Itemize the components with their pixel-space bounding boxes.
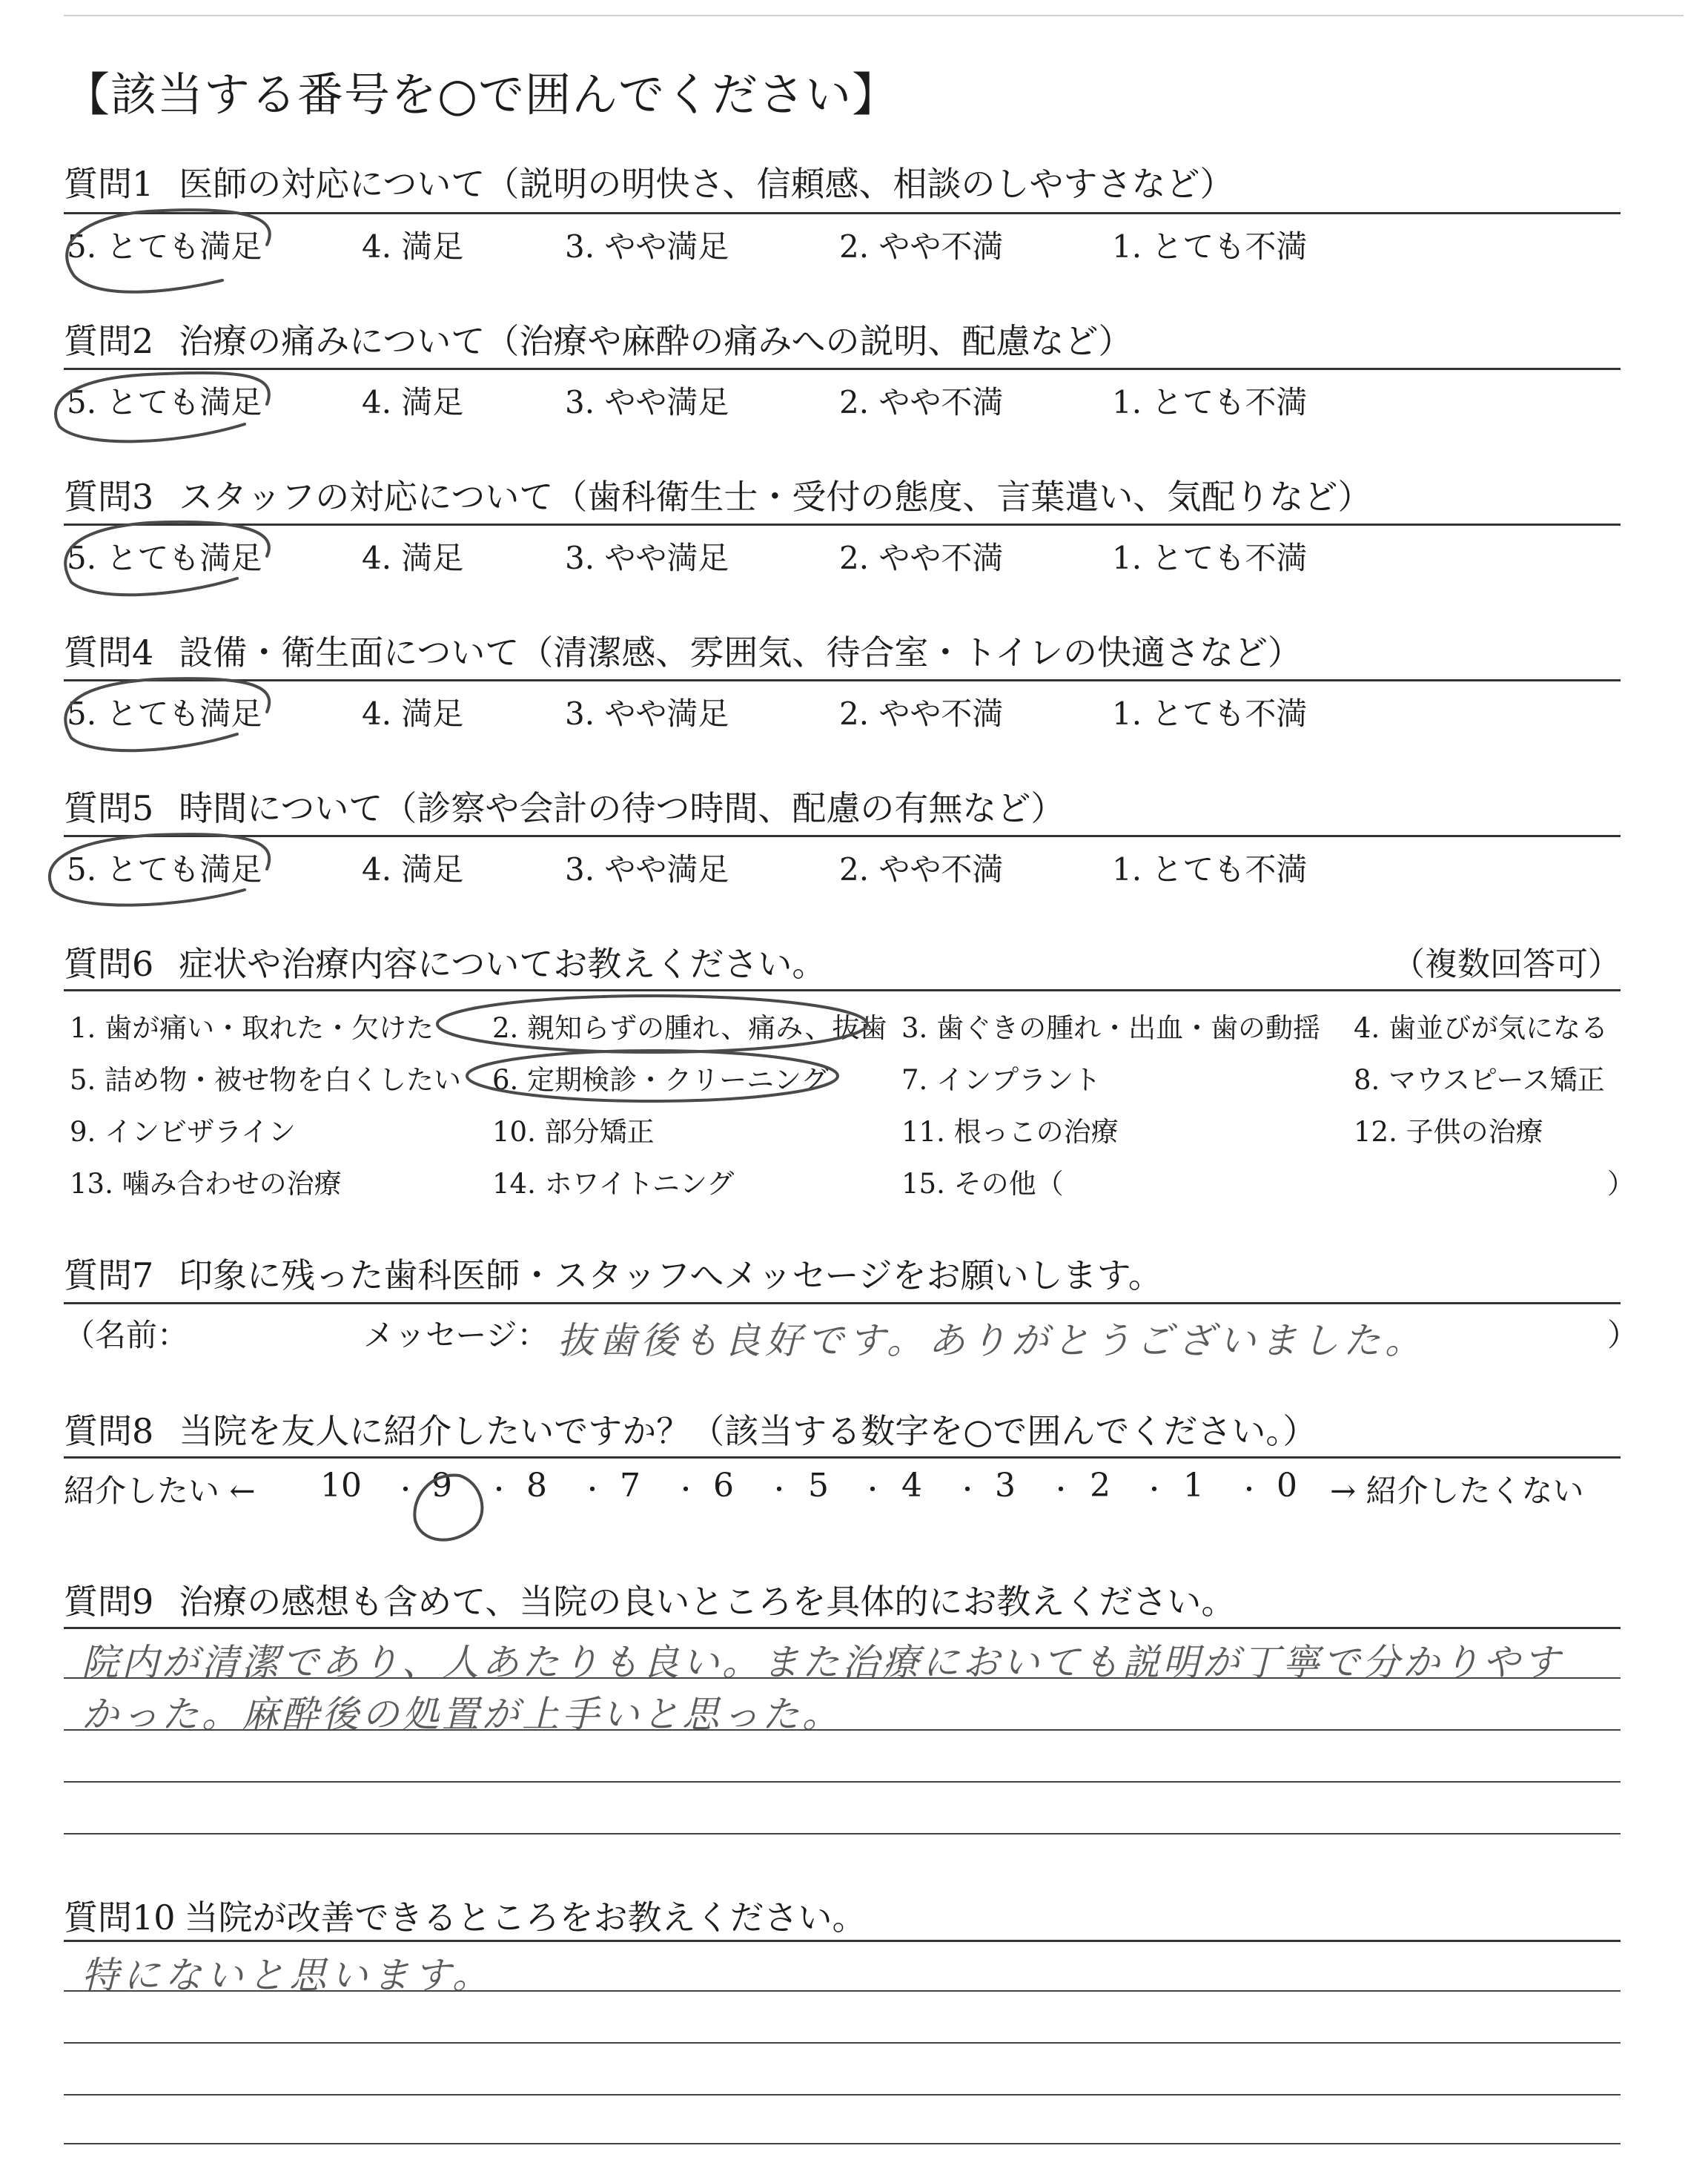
- option-3[interactable]: 3. やや満足: [565, 384, 729, 420]
- divider: [64, 835, 1621, 837]
- name-label: （名前：: [64, 1317, 189, 1353]
- answer-rule: [64, 2094, 1621, 2095]
- question-text: 医師の対応について（説明の明快さ、信頼感、相談のしやすさなど）: [179, 164, 1234, 204]
- symptom-option-4[interactable]: 4. 歯並びが気になる: [1354, 1012, 1609, 1044]
- answer-rule: [64, 2042, 1621, 2044]
- symptom-option-9[interactable]: 9. インビザライン: [70, 1116, 296, 1148]
- option-1[interactable]: 1. とても不満: [1112, 696, 1308, 732]
- answer-rule: [64, 1781, 1621, 1783]
- answer-rule: [64, 2143, 1621, 2144]
- option-2[interactable]: 2. やや不満: [839, 540, 1004, 576]
- option-4[interactable]: 4. 満足: [362, 851, 464, 888]
- question-number: 質問6: [64, 944, 154, 984]
- scale-0[interactable]: 0: [1277, 1467, 1297, 1505]
- divider: [64, 524, 1621, 526]
- scale-7[interactable]: 7: [620, 1467, 640, 1505]
- question-text: 症状や治療内容についてお教えください。: [179, 944, 827, 984]
- multiple-answer-note: （複数回答可）: [1392, 945, 1621, 983]
- symptom-option-2[interactable]: 2. 親知らずの腫れ、痛み、抜歯: [492, 1012, 887, 1044]
- question-number: 質問7: [64, 1255, 154, 1295]
- recommend-right-label: → 紹介したくない: [1330, 1473, 1584, 1509]
- option-3[interactable]: 3. やや満足: [565, 540, 729, 576]
- question-text: 当院を友人に紹介したいですか？（該当する数字を○で囲んでください。）: [179, 1411, 1317, 1451]
- option-1[interactable]: 1. とても不満: [1112, 384, 1308, 420]
- divider: [64, 1940, 1621, 1942]
- question-text: 印象に残った歯科医師・スタッフへメッセージをお願いします。: [179, 1255, 1162, 1295]
- question-number: 質問1: [64, 164, 154, 204]
- answer-rule: [64, 1677, 1621, 1679]
- other-close-paren: ）: [1607, 1168, 1635, 1200]
- divider: [64, 1627, 1621, 1629]
- symptom-option-15[interactable]: 15. その他（: [901, 1168, 1064, 1200]
- question-number: 質問10: [64, 1898, 176, 1938]
- page-title: 【該当する番号を○で囲んでください】: [64, 67, 899, 122]
- recommend-left-label: 紹介したい ←: [64, 1473, 256, 1509]
- divider: [64, 368, 1621, 370]
- symptom-option-11[interactable]: 11. 根っこの治療: [901, 1116, 1119, 1148]
- scale-3[interactable]: 3: [995, 1467, 1016, 1505]
- scale-6[interactable]: 6: [713, 1467, 734, 1505]
- option-4[interactable]: 4. 満足: [362, 384, 464, 420]
- symptom-option-8[interactable]: 8. マウスピース矯正: [1354, 1064, 1605, 1096]
- question-number: 質問9: [64, 1582, 154, 1622]
- message-handwritten[interactable]: 抜歯後も良好です。ありがとうございました。: [557, 1319, 1426, 1362]
- answer-rule: [64, 1833, 1621, 1834]
- symptom-option-3[interactable]: 3. 歯ぐきの腫れ・出血・歯の動揺: [901, 1012, 1321, 1044]
- option-2[interactable]: 2. やや不満: [839, 851, 1004, 888]
- question-number: 質問2: [64, 321, 154, 361]
- question-text: 時間について（診察や会計の待つ時間、配慮の有無など）: [179, 788, 1065, 828]
- divider: [64, 1456, 1621, 1459]
- option-2[interactable]: 2. やや不満: [839, 228, 1004, 265]
- question-number: 質問4: [64, 633, 154, 673]
- scale-9[interactable]: 9: [431, 1467, 452, 1505]
- option-2[interactable]: 2. やや不満: [839, 696, 1004, 732]
- option-1[interactable]: 1. とても不満: [1112, 228, 1308, 265]
- option-5[interactable]: 5. とても満足: [67, 696, 262, 732]
- option-1[interactable]: 1. とても不満: [1112, 851, 1308, 888]
- symptom-option-1[interactable]: 1. 歯が痛い・取れた・欠けた: [70, 1012, 434, 1044]
- symptom-option-13[interactable]: 13. 噛み合わせの治療: [70, 1168, 342, 1200]
- divider: [64, 679, 1621, 681]
- scale-5[interactable]: 5: [808, 1467, 829, 1505]
- scale-8[interactable]: 8: [526, 1467, 547, 1505]
- option-5[interactable]: 5. とても満足: [67, 384, 262, 420]
- symptom-option-7[interactable]: 7. インプラント: [901, 1064, 1102, 1096]
- symptom-option-5[interactable]: 5. 詰め物・被せ物を白くしたい: [70, 1064, 462, 1096]
- option-3[interactable]: 3. やや満足: [565, 696, 729, 732]
- question-text: スタッフの対応について（歯科衛生士・受付の態度、言葉遣い、気配りなど）: [179, 477, 1372, 517]
- answer-line-1[interactable]: 院内が清潔であり、人あたりも良い。また治療においても説明が丁寧で分かりやす: [82, 1641, 1563, 1684]
- improvement-answer[interactable]: 特にないと思います。: [82, 1954, 494, 1997]
- question-number: 質問3: [64, 477, 154, 517]
- option-4[interactable]: 4. 満足: [362, 540, 464, 576]
- message-label: メッセージ：: [363, 1317, 549, 1353]
- question-text: 設備・衛生面について（清潔感、雰囲気、待合室・トイレの快適さなど）: [179, 633, 1302, 673]
- option-1[interactable]: 1. とても不満: [1112, 540, 1308, 576]
- question-text: 当院が改善できるところをお教えください。: [184, 1898, 867, 1938]
- scale-10[interactable]: 10: [320, 1467, 362, 1505]
- option-5[interactable]: 5. とても満足: [67, 851, 262, 888]
- answer-rule: [64, 1729, 1621, 1731]
- question-text: 治療の痛みについて（治療や麻酔の痛みへの説明、配慮など）: [179, 321, 1133, 361]
- scale-4[interactable]: 4: [901, 1467, 922, 1505]
- question-number: 質問5: [64, 788, 154, 828]
- symptom-option-12[interactable]: 12. 子供の治療: [1354, 1116, 1543, 1148]
- scale-2[interactable]: 2: [1090, 1467, 1110, 1505]
- symptom-option-14[interactable]: 14. ホワイトニング: [492, 1168, 735, 1200]
- option-3[interactable]: 3. やや満足: [565, 851, 729, 888]
- scale-1[interactable]: 1: [1183, 1467, 1204, 1505]
- symptom-option-10[interactable]: 10. 部分矯正: [492, 1116, 655, 1148]
- answer-rule: [64, 1990, 1621, 1992]
- option-4[interactable]: 4. 満足: [362, 696, 464, 732]
- option-2[interactable]: 2. やや不満: [839, 384, 1004, 420]
- message-close-paren: ）: [1607, 1317, 1639, 1353]
- option-4[interactable]: 4. 満足: [362, 228, 464, 265]
- option-3[interactable]: 3. やや満足: [565, 228, 729, 265]
- divider: [64, 1302, 1621, 1304]
- answer-line-2[interactable]: かった。麻酔後の処置が上手いと思った。: [82, 1693, 842, 1736]
- divider: [64, 212, 1621, 214]
- option-5[interactable]: 5. とても満足: [67, 228, 262, 265]
- top-border: [64, 15, 1684, 16]
- symptom-option-6[interactable]: 6. 定期検診・クリーニング: [492, 1064, 829, 1096]
- option-5[interactable]: 5. とても満足: [67, 540, 262, 576]
- question-text: 治療の感想も含めて、当院の良いところを具体的にお教えください。: [179, 1582, 1236, 1622]
- divider: [64, 989, 1621, 991]
- question-number: 質問8: [64, 1411, 154, 1451]
